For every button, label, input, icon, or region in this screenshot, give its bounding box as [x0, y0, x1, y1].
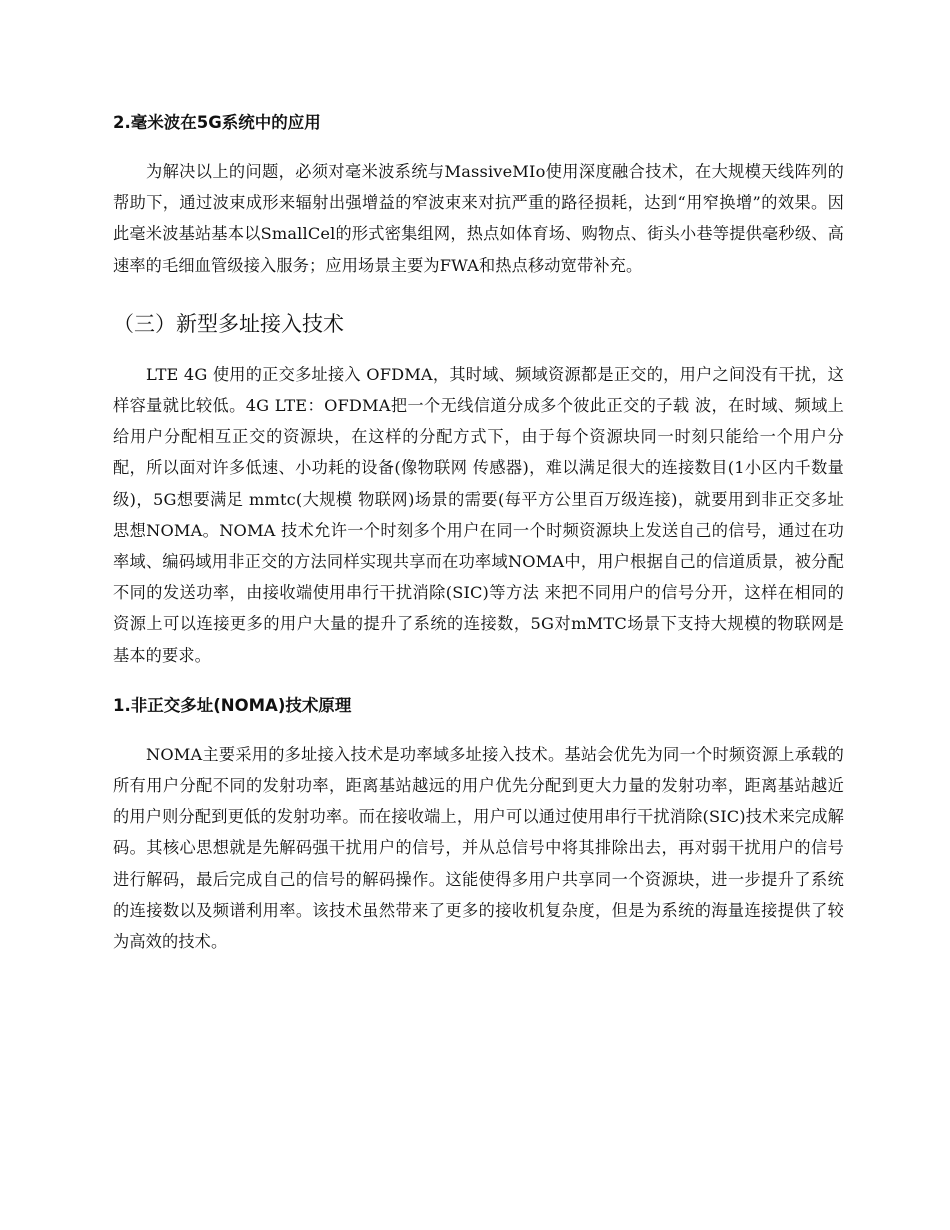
multiple-access-section-heading: （三）新型多址接入技术 — [113, 311, 344, 336]
noma-paragraph: NOMA主要采用的多址接入技术是功率域多址接入技术。基站会优先为同一个时频资源上承载的所有用户分配不同的发射功率，距离基站越远的用户优先分配到更大力量的发射功率，距离基站越近的用户则分配到更低的发射功率。而在接收端上，用户可以通过使用串行干扰消除(SIC)技术来完成解码。其核心思想就是先解码强干扰用户的信号，并从总信号中将其排除出去，再对弱干扰用户的信号进行解码，最后完成自己的信号的解码操作。这能使得多用户共享同一个资源块，进一步提升了系统的连接数以及频谱利用率。该技术虽然带来了更多的接收机复杂度，但是为系统的海量连接提供了较为高效的技术。 — [113, 744, 844, 952]
mmwave-section-heading: 2.毫米波在5G系统中的应用 — [113, 113, 321, 132]
noma-section-heading: 1.非正交多址(NOMA)技术原理 — [113, 695, 352, 715]
mmwave-paragraph: 为解决以上的问题，必须对毫米波系统与MassiveMIo使用深度融合技术，在大规模天线阵列的帮助下，通过波束成形来辐射出强增益的窄波束来对抗严重的路径损耗，达到“用窄换增”的效果。因此毫米波基站基本以SmallCel的形式密集组网，热点如体育场、购物点、街头小巷等提供毫秒级、高速率的毛细血管级接入服务；应用场景主要为FWA和热点移动宽带补充。 — [113, 162, 844, 275]
multiple-access-paragraph: LTE 4G 使用的正交多址接入 OFDMA，其时域、频域资源都是正交的，用户之间没有干扰，这样容量就比较低。4G LTE：OFDMA把一个无线信道分成多个彼此正交的子载 波，在时域、频域上给用户分配相互正交的资源块，在这样的分配方式下，由于每个资源块同一时刻只能给一个用户分配，所以面对许多低速、小功耗的设备(像物联网 传感器)，难以满足很大的连接数目(1小区内千数量级)，5G想要满足 mmtc(大规模 物联网)场景的需要(每平方公里百万级连接)，就要用到非正交多址思想NOMA。NOMA 技术允许一个时刻多个用户在同一个时频资源块上发送自己的信号，通过在功率域、编码域用非正交的方法同样实现共享而在功率域NOMA中，用户根据自己的信道质景，被分配不同的发送功率，由接收端使用串行干扰消除(SIC)等方法 来把不同用户的信号分开，这样在相同的资源上可以连接更多的用户大量的提升了系统的连接数，5G对mMTC场景下支持大规模的物联网是基本的要求。 — [113, 364, 844, 665]
